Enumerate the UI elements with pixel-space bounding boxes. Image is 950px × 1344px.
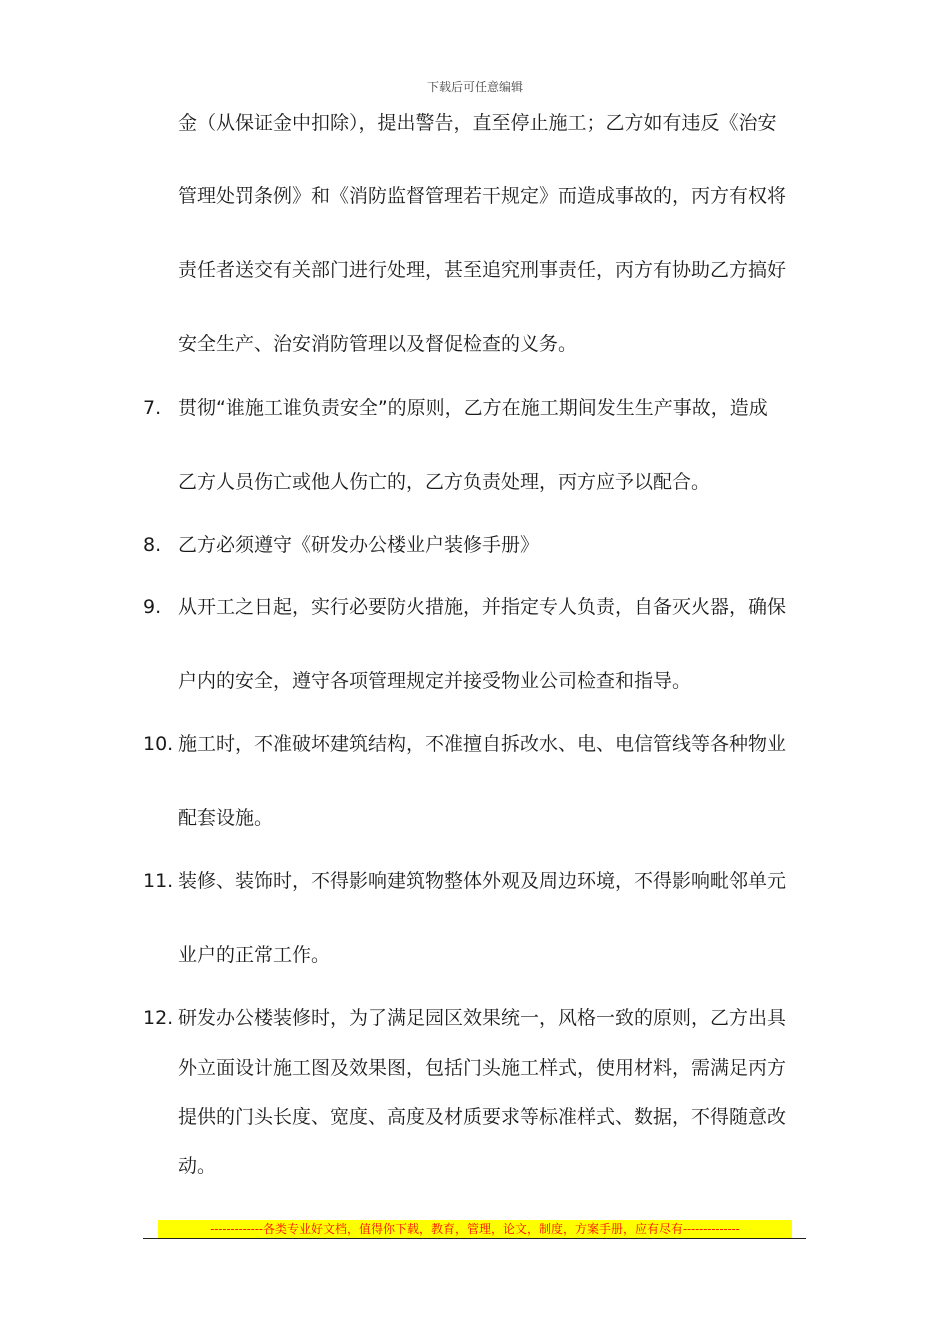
- paragraph-line: 研发办公楼装修时，为了满足园区效果统一，风格一致的原则，乙方出具: [178, 1007, 787, 1029]
- paragraph-line: 装修、装饰时，不得影响建筑物整体外观及周边环境，不得影响毗邻单元: [178, 870, 787, 892]
- paragraph-line: 动。: [178, 1155, 217, 1177]
- paragraph-line: 业户的正常工作。: [178, 944, 331, 966]
- page-header: 下载后可任意编辑: [426, 80, 523, 94]
- list-item-number: 10.: [143, 733, 174, 755]
- paragraph-line: 乙方必须遵守《研发办公楼业户装修手册》: [178, 534, 540, 556]
- paragraph-line: 管理处罚条例》和《消防监督管理若干规定》而造成事故的，丙方有权将: [178, 185, 787, 207]
- list-item-number: 12.: [143, 1007, 174, 1029]
- paragraph-line: 施工时，不准破坏建筑结构，不准擅自拆改水、电、电信管线等各种物业: [178, 733, 787, 755]
- paragraph-line: 外立面设计施工图及效果图，包括门头施工样式，使用材料，需满足丙方: [178, 1057, 787, 1079]
- list-item-number: 8.: [143, 534, 162, 556]
- list-item-number: 11.: [143, 870, 174, 892]
- footer-banner: -------------各类专业好文档，值得你下载，教育，管理，论文，制度，方案手册，应有尽有--------------: [158, 1220, 792, 1238]
- paragraph-line: 责任者送交有关部门进行处理，甚至追究刑事责任，丙方有协助乙方搞好: [178, 259, 787, 281]
- paragraph-line: 户内的安全，遵守各项管理规定并接受物业公司检查和指导。: [178, 670, 692, 692]
- list-item-number: 9.: [143, 596, 162, 618]
- paragraph-line: 提供的门头长度、宽度、高度及材质要求等标准样式、数据，不得随意改: [178, 1106, 787, 1128]
- paragraph-line: 安全生产、治安消防管理以及督促检查的义务。: [178, 333, 578, 355]
- paragraph-line: 从开工之日起，实行必要防火措施，并指定专人负责，自备灭火器，确保: [178, 596, 787, 618]
- list-item-number: 7.: [143, 397, 162, 419]
- paragraph-line: 配套设施。: [178, 807, 274, 829]
- paragraph-line: 金（从保证金中扣除），提出警告，直至停止施工；乙方如有违反《治安: [178, 112, 777, 134]
- paragraph-line: 贯彻“谁施工谁负责安全”的原则，乙方在施工期间发生生产事故，造成: [178, 397, 768, 419]
- paragraph-line: 乙方人员伤亡或他人伤亡的，乙方负责处理，丙方应予以配合。: [178, 471, 711, 493]
- footer-divider: [143, 1238, 806, 1239]
